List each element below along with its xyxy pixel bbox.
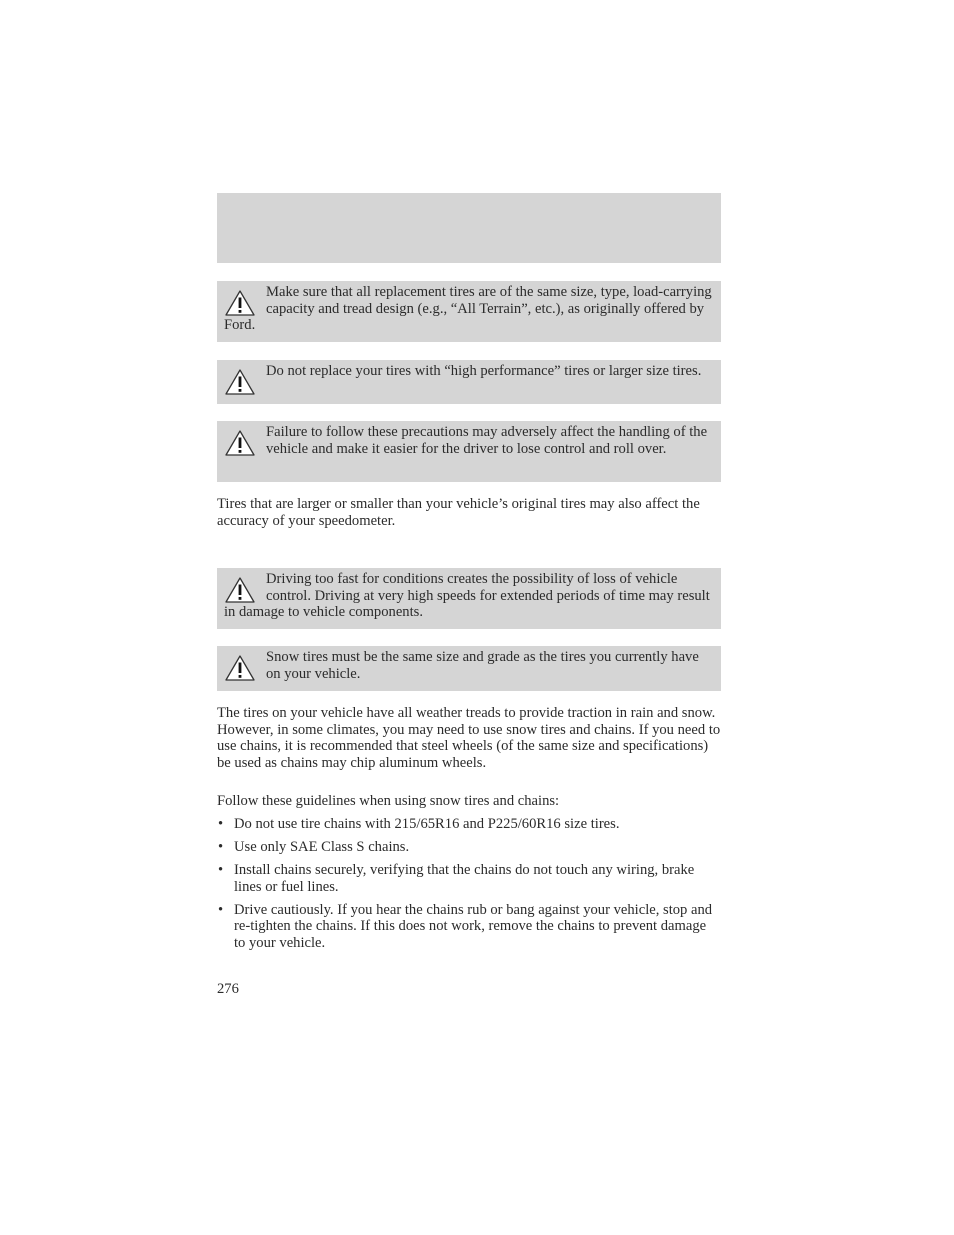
warning-box <box>217 360 721 404</box>
list-item-text: Use only SAE Class S chains. <box>234 839 410 855</box>
page-number: 276 <box>217 981 239 997</box>
guidelines-intro: Follow these guidelines when using snow tires and chains: <box>217 793 560 809</box>
warning-box <box>217 646 721 691</box>
list-item <box>217 902 721 952</box>
warning-triangle-icon <box>224 429 256 457</box>
section-header-band <box>217 193 721 263</box>
warning-box <box>217 421 721 482</box>
list-item-text: Drive cautiously. If you hear the chains rub or bang against your vehicle, stop and re-tighten the chains. If this does not work, remove the chains to prevent damage to your vehicle. <box>234 901 713 951</box>
all-weather-paragraph: The tires on your vehicle have all weather treads to provide traction in rain and snow. However, in some climates, you may need to use snow tires and chains. If you need to use chains, it is recommended that steel wheels (of the same size and specifications) be used as chains may chip aluminum wheels. <box>217 705 721 771</box>
bullet-icon: • <box>218 901 224 918</box>
warning-box <box>217 281 721 342</box>
warning-box <box>217 568 721 629</box>
bullet-icon: • <box>218 816 224 832</box>
list-item <box>217 816 721 833</box>
list-item <box>217 839 721 856</box>
warning-text: Failure to follow these precautions may adversely affect the handling of the vehicle and make it easier for the driver to lose control and roll over. <box>266 424 708 457</box>
warning-triangle-icon <box>224 368 256 396</box>
warning-triangle-icon <box>224 576 256 604</box>
warning-triangle-icon <box>224 654 256 682</box>
list-item-text: Install chains securely, verifying that the chains do not touch any wiring, brake lines or fuel lines. <box>234 862 695 895</box>
warning-text: Driving too fast for conditions creates the possibility of loss of vehicle control. Driving at very high speeds for extended periods of time may result in damage to vehicle components. <box>224 571 710 620</box>
warning-text: Do not replace your tires with “high performance” tires or larger size tires. <box>266 363 702 379</box>
guidelines-list <box>217 816 721 958</box>
list-item <box>217 862 721 895</box>
speedometer-paragraph: Tires that are larger or smaller than your vehicle’s original tires may also affect the accuracy of your speedometer. <box>217 496 700 529</box>
bullet-icon: • <box>218 862 224 878</box>
bullet-icon: • <box>218 839 224 855</box>
list-item-text: Do not use tire chains with 215/65R16 and P225/60R16 size tires. <box>234 816 620 832</box>
warning-text: Make sure that all replacement tires are of the same size, type, load-carrying capacity and tread design (e.g., “All Terrain”, etc.), as originally offered by Ford. <box>224 284 712 333</box>
warning-triangle-icon <box>224 289 256 317</box>
warning-text: Snow tires must be the same size and grade as the tires you currently have on your vehicle. <box>266 649 699 682</box>
